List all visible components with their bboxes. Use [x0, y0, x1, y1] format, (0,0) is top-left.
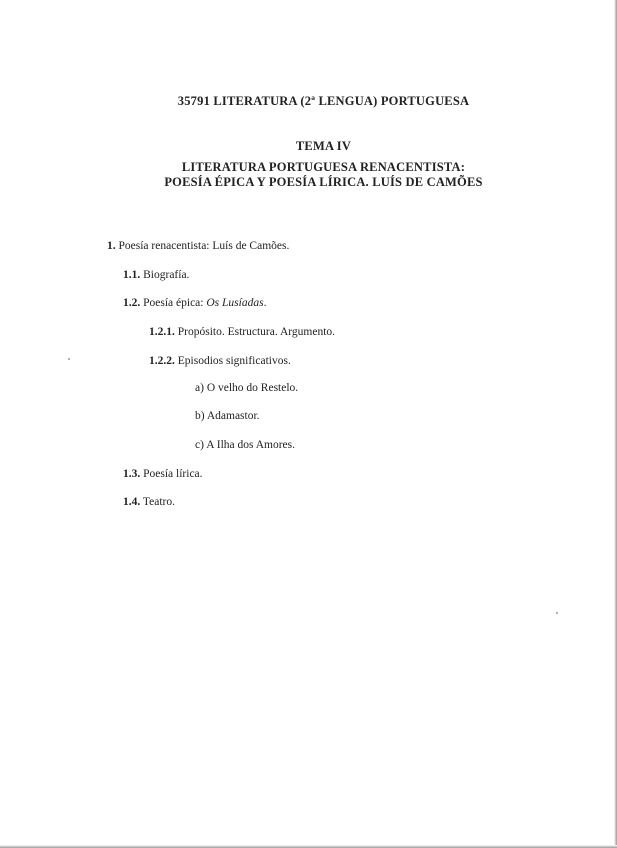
outline-letter: a) — [195, 382, 204, 394]
outline-number: 1.2. — [123, 297, 141, 309]
outline-item-b — [195, 410, 260, 422]
outline-text-prefix: Poesía épica: — [143, 297, 207, 309]
outline-text: O velho do Restelo. — [206, 382, 299, 394]
outline-item-1-4 — [123, 496, 175, 508]
outline-number: 1.2.1. — [149, 326, 175, 338]
outline-item-1-3 — [123, 468, 203, 480]
outline-text-italic: Os Lusíadas — [206, 297, 264, 309]
outline-letter: c) — [195, 439, 204, 451]
outline-text: Teatro. — [142, 496, 176, 508]
outline-text-suffix: . — [263, 297, 267, 309]
outline-text: Adamastor. — [206, 410, 260, 422]
outline-number: 1.4. — [123, 496, 141, 508]
outline-text: Poesía renacentista: Luís de Camões. — [118, 240, 290, 252]
outline-item-a — [195, 382, 298, 394]
outline-text: Propósito. Estructura. Argumento. — [177, 326, 336, 338]
outline-number: 1.1. — [123, 269, 141, 281]
tema-title: TEMA IV — [295, 139, 352, 153]
scan-speck — [556, 612, 558, 614]
course-title: 35791 LITERATURA (2ª LENGUA) PORTUGUESA — [177, 94, 470, 108]
outline-item-1-2-1 — [149, 326, 335, 338]
outline-letter: b) — [195, 410, 205, 422]
outline-number: 1.3. — [123, 468, 141, 480]
subtitle-line-2: POESÍA ÉPICA Y POESÍA LÍRICA. LUÍS DE CAMÕES — [164, 175, 483, 189]
outline-text: Biografía. — [143, 269, 190, 281]
outline-number: 1.2.2. — [149, 355, 175, 367]
scan-speck — [68, 358, 70, 360]
outline-text: A Ilha dos Amores. — [206, 439, 295, 451]
outline-item-1 — [107, 240, 289, 252]
outline-item-1-2 — [123, 297, 266, 309]
outline-number: 1. — [107, 240, 116, 252]
outline-text: Episodios significativos. — [177, 355, 291, 367]
outline-text: Poesía lírica. — [143, 468, 203, 480]
outline-item-1-1 — [123, 269, 189, 281]
outline-item-1-2-2 — [149, 355, 291, 367]
outline-item-c — [195, 439, 295, 451]
subtitle-line-1: LITERATURA PORTUGUESA RENACENTISTA: — [181, 160, 466, 174]
